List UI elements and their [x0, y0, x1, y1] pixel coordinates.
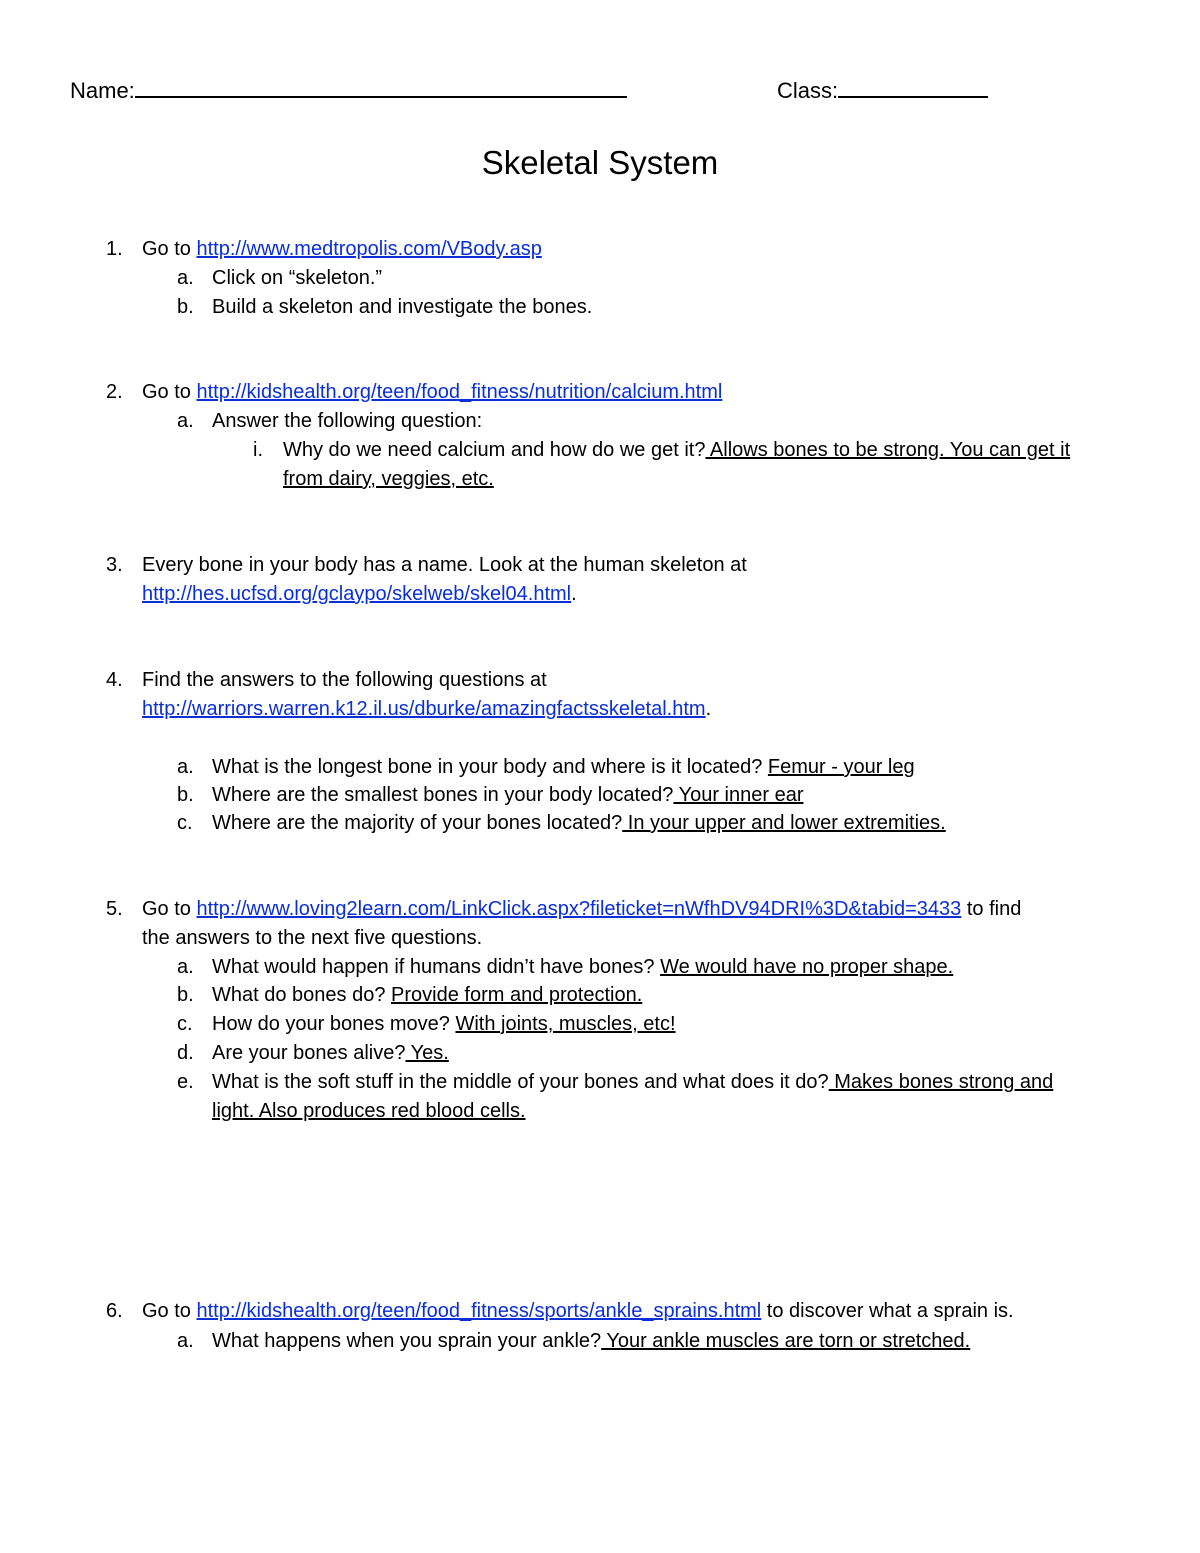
- q5d-wrap: [212, 1039, 449, 1067]
- q6a-question: What happens when you sprain your ankle?: [212, 1330, 602, 1352]
- q3-after: .: [571, 583, 577, 605]
- q3-number: 3.: [106, 554, 123, 576]
- q5a-question: What would happen if humans didn’t have bones?: [212, 956, 661, 978]
- q6-text: Go to: [142, 1300, 197, 1322]
- q2ai-marker: i.: [253, 439, 263, 461]
- header-class-field: [777, 76, 988, 105]
- q2ai-text-wrap: [283, 436, 1070, 464]
- q4-link[interactable]: http://warriors.warren.k12.il.us/dburke/amazingfactsskeletal.htm: [142, 698, 706, 720]
- q5-line-2: [142, 924, 482, 952]
- q5a-wrap: [212, 953, 953, 981]
- q1-text: Go to: [142, 238, 197, 260]
- q5-number: 5.: [106, 898, 123, 920]
- q5b-marker: b.: [177, 984, 194, 1006]
- q5b-answer: Provide form and protection.: [391, 984, 643, 1006]
- q5e-line-2: [212, 1097, 526, 1125]
- q4b-answer: Your inner ear: [673, 784, 804, 806]
- q4b-marker: b.: [177, 784, 194, 806]
- q6a-wrap: [212, 1327, 970, 1355]
- q5-after: to find: [961, 898, 1022, 920]
- q4c-answer: In your upper and lower extremities.: [622, 812, 946, 834]
- q5c-answer: With joints, muscles, etc!: [455, 1013, 676, 1035]
- class-blank-line[interactable]: [838, 76, 988, 98]
- q5b-wrap: [212, 981, 642, 1009]
- q5a-marker: a.: [177, 956, 194, 978]
- q3-text: Every bone in your body has a name. Look at the human skeleton at: [142, 554, 747, 576]
- header-name-field: [70, 76, 627, 105]
- q1a-marker: a.: [177, 267, 194, 289]
- q5c-marker: c.: [177, 1013, 193, 1035]
- q2a-text: Answer the following question:: [212, 410, 483, 432]
- q2-link[interactable]: http://kidshealth.org/teen/food_fitness/nutrition/calcium.html: [196, 381, 723, 403]
- class-label: Class:: [777, 78, 839, 103]
- q2ai-answer-1: Allows bones to be strong. You can get it: [705, 439, 1071, 461]
- q4-after: .: [705, 698, 712, 720]
- q2ai-line-2: [283, 465, 494, 493]
- q6a-marker: a.: [177, 1330, 194, 1352]
- q5-wrap: [142, 895, 1021, 923]
- page-title: Skeletal System: [481, 144, 719, 181]
- q1-link[interactable]: http://www.medtropolis.com/VBody.asp: [196, 238, 542, 260]
- q2-number: 2.: [106, 381, 123, 403]
- q4a-wrap: [212, 753, 915, 781]
- q4b-question: Where are the smallest bones in your body located?: [212, 784, 674, 806]
- q1b-text: Build a skeleton and investigate the bones.: [212, 296, 593, 318]
- q4-line-2: [142, 695, 711, 723]
- q5e-wrap: [212, 1068, 1053, 1096]
- q5c-wrap: [212, 1010, 676, 1038]
- q6-wrap: [142, 1297, 1014, 1325]
- q3-link[interactable]: http://hes.ucfsd.org/gclaypo/skelweb/skel04.html: [142, 583, 572, 605]
- q5e-answer-2: light. Also produces red blood cells.: [212, 1100, 526, 1122]
- q5d-marker: d.: [177, 1042, 194, 1064]
- q4c-question: Where are the majority of your bones located?: [212, 812, 623, 834]
- q1a-text: Click on “skeleton.”: [212, 267, 383, 289]
- q1-text-wrap: [142, 235, 542, 263]
- q2-text: Go to: [142, 381, 197, 403]
- q4c-wrap: [212, 809, 946, 837]
- q5c-question: How do your bones move?: [212, 1013, 456, 1035]
- q4c-marker: c.: [177, 812, 193, 834]
- q5-link[interactable]: http://www.loving2learn.com/LinkClick.aspx?fileticket=nWfhDV94DRI%3D&tabid=3433: [196, 898, 962, 920]
- q5e-question: What is the soft stuff in the middle of your bones and what does it do?: [212, 1071, 829, 1093]
- q2-text-wrap: [142, 378, 722, 406]
- q5e-marker: e.: [177, 1071, 194, 1093]
- q5b-question: What do bones do?: [212, 984, 392, 1006]
- q5a-answer: We would have no proper shape.: [660, 956, 954, 978]
- q1b-marker: b.: [177, 296, 194, 318]
- q6-number: 6.: [106, 1300, 123, 1322]
- q2a-marker: a.: [177, 410, 194, 432]
- q4-text: Find the answers to the following questions at: [142, 669, 547, 691]
- q4a-question: What is the longest bone in your body and where is it located?: [212, 756, 768, 778]
- q1-number: 1.: [106, 238, 123, 260]
- q5-text: Go to: [142, 898, 197, 920]
- q4-number: 4.: [106, 669, 123, 691]
- q2ai-question: Why do we need calcium and how do we get it?: [283, 439, 706, 461]
- name-blank-line[interactable]: [135, 76, 627, 98]
- q5-text-2: the answers to the next five questions.: [142, 927, 483, 949]
- q6-link[interactable]: http://kidshealth.org/teen/food_fitness/sports/ankle_sprains.html: [196, 1300, 762, 1322]
- q4b-wrap: [212, 781, 803, 809]
- q5d-answer: Yes.: [405, 1042, 449, 1064]
- name-label: Name:: [70, 78, 135, 103]
- q2ai-answer-2: from dairy, veggies, etc.: [283, 468, 494, 490]
- q5e-answer-1: Makes bones strong and: [828, 1071, 1054, 1093]
- q5d-question: Are your bones alive?: [212, 1042, 406, 1064]
- q4a-answer: Femur - your leg: [767, 756, 915, 778]
- q6-after: to discover what a sprain is.: [761, 1300, 1014, 1322]
- q3-line-2: [142, 580, 577, 608]
- q4a-marker: a.: [177, 756, 194, 778]
- q6a-answer: Your ankle muscles are torn or stretched.: [601, 1330, 971, 1352]
